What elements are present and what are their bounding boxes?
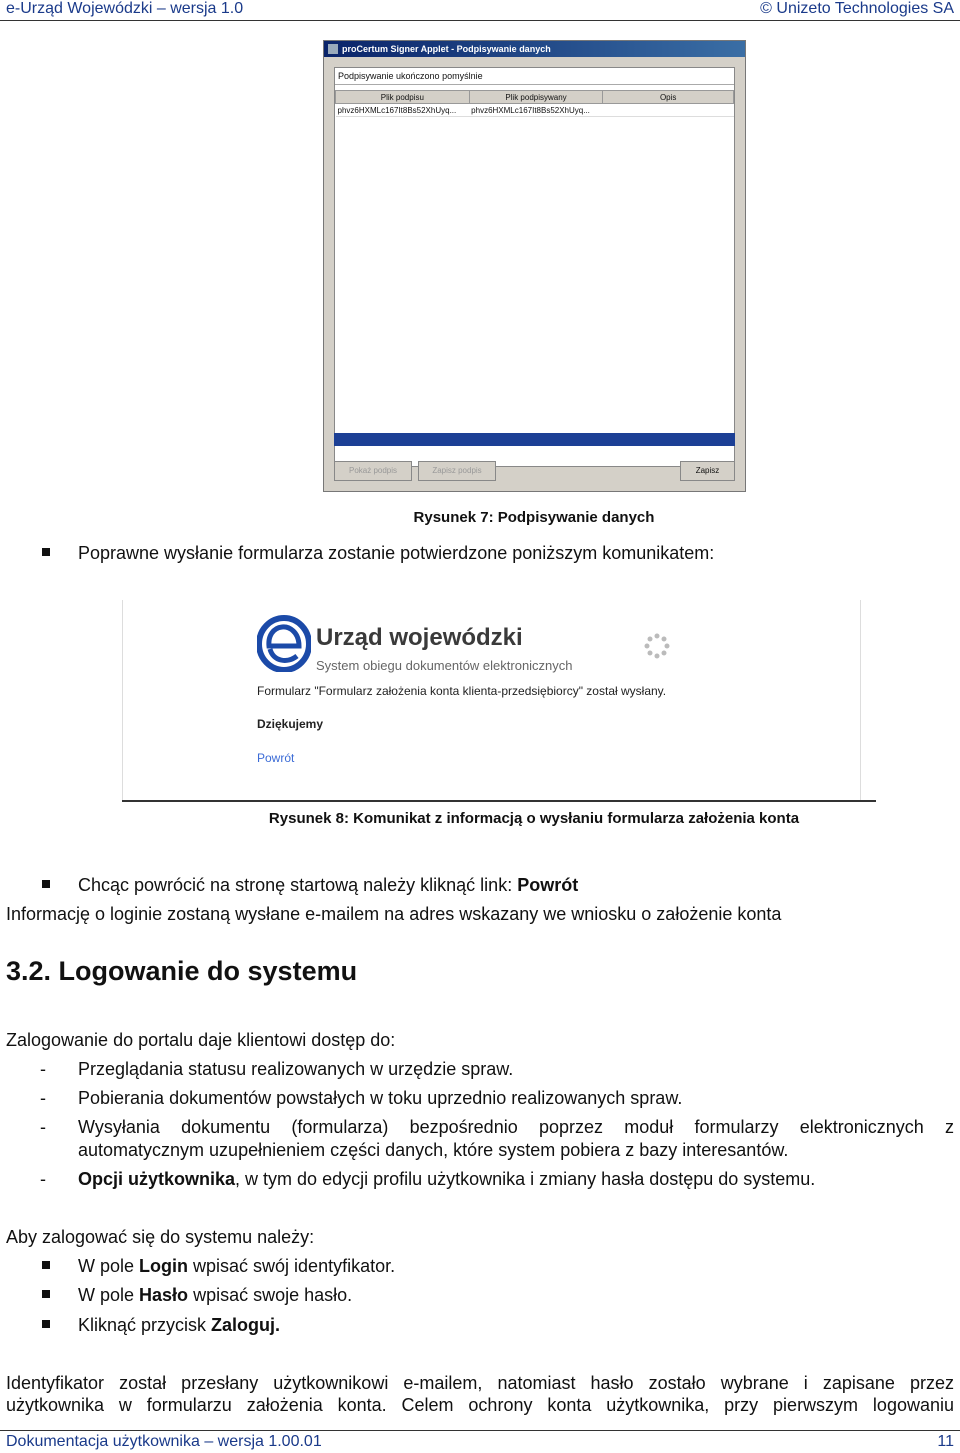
dash-item-4-rest: , w tym do edycji profilu użytkownika i zmiany hasła dostępu do systemu. (235, 1169, 816, 1189)
page-footer (0, 1430, 960, 1453)
cell-signature-file: phvz6HXMLc167It8Bs52XhUyq... (336, 104, 470, 117)
paragraph-line-1: Identyfikator został przesłany użytkownikowi e-mailem, natomiast hasło zostało wybrane i zapisane przez (6, 1373, 954, 1393)
applet-files-table (335, 90, 734, 117)
dash-marker: - (40, 1169, 46, 1189)
step-1-c: wpisać swój identyfikator. (188, 1256, 396, 1276)
login-step-3 (78, 1315, 280, 1336)
col-description: Opis (603, 91, 734, 104)
step-2-c: wpisać swoje hasło. (188, 1285, 353, 1305)
page-header (0, 0, 960, 21)
dash-item-4 (78, 1169, 815, 1190)
square-bullet-icon (42, 1320, 50, 1328)
screenshot-underline (122, 800, 876, 802)
applet-titlebar (324, 41, 745, 57)
dash-item-3-line-2: automatycznym uzupełnieniem części danych, które system pobiera z bazy interesantów. (78, 1140, 789, 1160)
save-signature-button[interactable]: Zapisz podpis (418, 461, 496, 481)
brand-name: Urząd wojewódzki (316, 624, 523, 651)
save-button[interactable]: Zapisz (680, 461, 735, 481)
step-2-b: Hasło (139, 1285, 189, 1305)
dash-item-4-bold: Opcji użytkownika (78, 1169, 236, 1189)
step-1-b: Login (139, 1256, 189, 1276)
bullet-back-instruction (78, 875, 578, 896)
square-bullet-icon (42, 1290, 50, 1298)
brand-subtitle: System obiegu dokumentów elektronicznych (316, 658, 573, 673)
applet-title: proCertum Signer Applet - Podpisywanie danych (342, 44, 551, 54)
square-bullet-icon (42, 880, 50, 888)
square-bullet-icon (42, 548, 50, 556)
bullet-back-text: Chcąc powrócić na stronę startową należy kliknąć link: (78, 875, 518, 895)
loading-spinner-icon (644, 633, 670, 659)
figure-7-caption: Rysunek 7: Podpisywanie danych (413, 509, 655, 526)
square-bullet-icon (42, 1261, 50, 1269)
info-line: Informację o loginie zostaną wysłane e-mailem na adres wskazany we wniosku o założenie konta (6, 904, 782, 924)
col-signature-file: Plik podpisu (336, 91, 470, 104)
col-signed-file: Plik podpisywany (469, 91, 603, 104)
applet-app-icon (328, 44, 338, 54)
applet-content-box (334, 67, 735, 467)
table-row[interactable] (336, 104, 734, 117)
header-right: © Unizeto Technologies SA (760, 0, 954, 17)
dash-marker: - (40, 1088, 46, 1108)
back-link[interactable]: Powrót (257, 751, 295, 765)
access-intro: Zalogowanie do portalu daje klientowi dostęp do: (6, 1030, 396, 1050)
login-intro: Aby zalogować się do systemu należy: (6, 1227, 315, 1247)
dash-item-2: Pobierania dokumentów powstałych w toku uprzednio realizowanych spraw. (78, 1088, 683, 1108)
dash-item-1: Przeglądania statusu realizowanych w urzędzie spraw. (78, 1059, 514, 1079)
step-3-b: Zaloguj. (211, 1315, 281, 1335)
login-step-1 (78, 1256, 395, 1277)
step-3-a: Kliknąć przycisk (78, 1315, 212, 1335)
show-signature-button[interactable]: Pokaż podpis (334, 461, 412, 481)
bullet-confirmation-text: Poprawne wysłanie formularza zostanie potwierdzone poniższym komunikatem: (78, 543, 715, 563)
login-step-2 (78, 1285, 352, 1306)
dash-item-3-line-1: Wysyłania dokumentu (formularza) bezpośrednio poprzez moduł formularzy elektronicznych z (78, 1117, 954, 1137)
e-logo-icon (257, 614, 311, 672)
applet-status: Podpisywanie ukończono pomyślnie (335, 68, 734, 85)
applet-progress-bar (334, 433, 735, 446)
footer-left: Dokumentacja użytkownika – wersja 1.00.01 (6, 1433, 322, 1450)
cell-description (603, 104, 734, 117)
figure-8-caption: Rysunek 8: Komunikat z informacją o wysłaniu formularza założenia konta (268, 810, 800, 827)
section-heading: 3.2. Logowanie do systemu (6, 956, 358, 986)
step-2-a: W pole (78, 1285, 140, 1305)
dash-marker: - (40, 1059, 46, 1079)
step-1-a: W pole (78, 1256, 140, 1276)
cell-signed-file: phvz6HXMLc167It8Bs52XhUyq... (469, 104, 603, 117)
paragraph-line-2: użytkownika w formularzu założenia konta. Celem ochrony konta użytkownika, przy pierwszym logowaniu (6, 1395, 954, 1415)
bullet-back-bold: Powrót (517, 875, 579, 895)
header-left: e-Urząd Wojewódzki – wersja 1.0 (6, 0, 244, 17)
dash-marker: - (40, 1117, 46, 1137)
applet-window-screenshot (323, 40, 746, 492)
form-sent-message: Formularz "Formularz założenia konta klienta-przedsiębiorcy" został wysłany. (257, 684, 667, 698)
thanks-text: Dziękujemy (257, 717, 324, 731)
page-number: 11 (937, 1433, 954, 1450)
